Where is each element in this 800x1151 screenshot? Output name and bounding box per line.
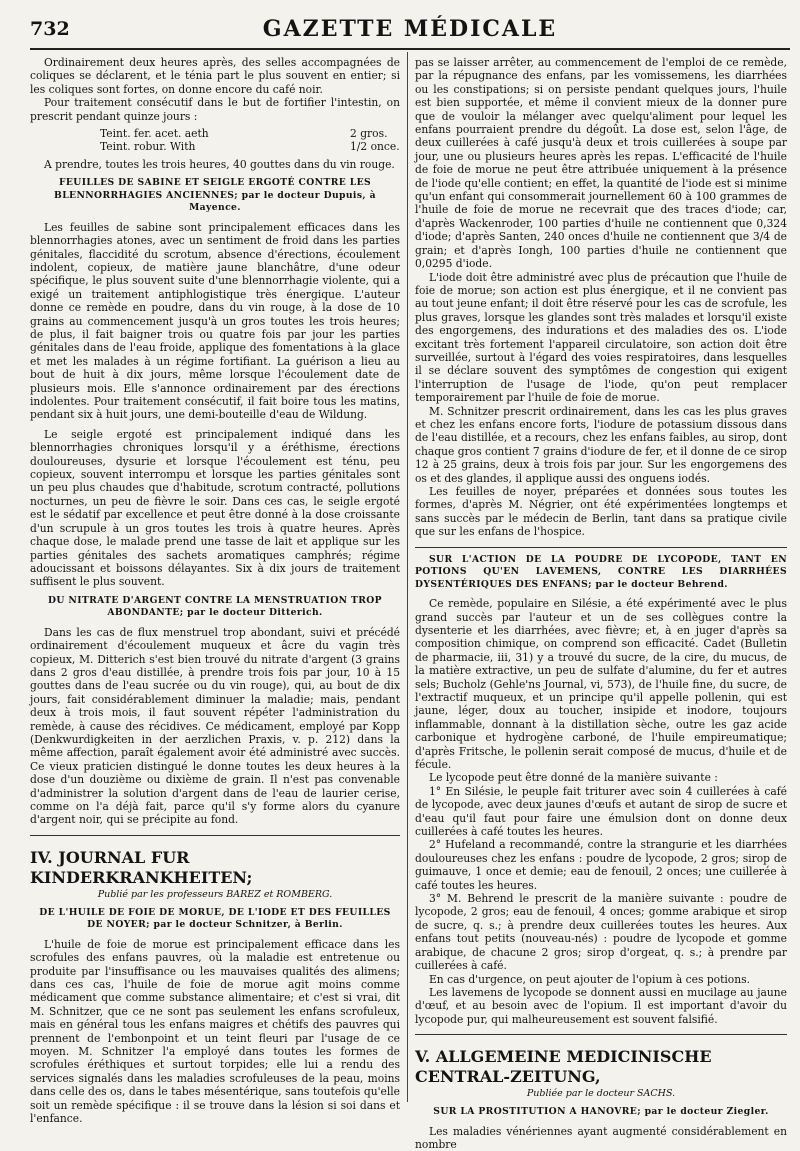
separator-rule: [30, 835, 400, 836]
column-divider: [407, 52, 408, 1102]
paragraph: 3° M. Behrend le prescrit de la manière suivante : poudre de lycopode, 2 gros; eau de fenouil, 4 onces; gomme arabique et sirop de sucre, q. s.; à prendre deux cuillerées toutes les heures. Aux enfans tout petits (nouveau-nés) : poudre de lycopode et gomme arabique, de chacune 2 gros; sirop d'orgeat, q. s.; à prendre par cuillerées à café.: [415, 892, 787, 973]
paragraph: A prendre, toutes les trois heures, 40 gouttes dans du vin rouge.: [44, 157, 395, 171]
paragraph: Le seigle ergoté est principalement indiqué dans les blennorrhagies chroniques lorsqu'il y a éréthisme, érections douloureuses, dysurie et lorsque l'écoulement est ténu, peu copieux, souvent interrompu et lorsque les parties génitales sont un peu plus chaudes que d'habitude, scrotum contracté, pollutions nocturnes, un peu de fièvre le soir. Dans ces cas, le seigle ergoté est le sédatif par excellence et peut être donné à la dose croissante d'un scrupule à un gros toutes les trois à quatre heures. Après chaque dose, le malade prend une tasse de lait et applique sur les parties génitales des sachets aromatiques camphrés; régime adoucissant et boissons délayantes. Six à dix jours de traitement suffisent le plus souvent.: [30, 427, 400, 589]
separator-rule: [415, 547, 787, 548]
prescription: [30, 127, 400, 154]
section-heading: DU NITRATE D'ARGENT CONTRE LA MENSTRUATION TROP ABONDANTE; par le docteur Ditterich.: [48, 594, 382, 619]
paragraph: pas se laisser arrêter, au commencement de l'emploi de ce remède, par la répugnance des enfans, par les vomissemens, les diarrhées ou les constipations; si on persiste pendant quelques jours, l'huile est bien supportée, et même il convient mieux de la donner pure que de vouloir la mélanger avec quelqu'aliment pour lequel les enfans pourraient prendre du dégoût. La dose est, selon l'âge, de deux cuillerées à café jusqu'à deux et trois cuillerées à soupe par jour, une ou plusieurs heures après les repas. L'efficacité de l'huile de foie de morue ne peut être attribuée uniquement à la présence de l'iode qu'elle contient; en effet, la quantité de l'iode est si minime qu'un enfant qui consommerait journellement 60 à 100 grammes de l'huile de foie de morue ne recevrait que des traces d'iode; car, d'après Wackenroder, 100 parties d'huile ne contiennent que 0,324 d'iode; d'après Santen, 240 onces d'huile ne contiennent que 3/4 de grain; et d'après Iongh, 100 parties d'huile ne contiennent que 0,0295 d'iode.: [415, 56, 787, 271]
paragraph: Dans les cas de flux menstruel trop abondant, suivi et précédé ordinairement d'écoulement muqueux et âcre du vagin très copieux, M. Ditterich s'est bien trouvé du nitrate d'argent (3 grains dans 2 gros d'eau distillée, à prendre trois fois par jour, 10 à 15 gouttes dans de l'eau sucrée ou du vin rouge), qui, au bout de dix jours, fait considérablement diminuer la maladie; mais, pendant deux à trois mois, il faut souvent répéter l'administration du remède, à cause des récidives. Ce médicament, employé par Kopp (Denkwurdigkeiten in der aerzlichen Praxis, v. p. 212) dans la même affection, paraît également avoir été administré avec succès. Ce vieux praticien distingué le donne toutes les deux heures à la dose d'un douzième ou dixième de grain. Il n'est pas convenable d'administrer la solution d'argent dans de l'eau de laurier cerise, comme on l'a déjà fait, parce qu'il s'y forme alors du cyanure d'argent noir, qui se précipite au fond.: [30, 625, 400, 827]
left-column: [30, 56, 400, 1126]
paragraph: Pour traitement consécutif dans le but de fortifier l'intestin, on prescrit pendant quinze jours :: [30, 96, 400, 123]
paragraph: Les feuilles de noyer, préparées et données sous toutes les formes, d'après M. Négrier, ont été expérimentées longtemps et sans succès par le médecin de Berlin, tant dans sa pratique civile que sur les enfans de l'hospice.: [415, 485, 787, 539]
paragraph: Les maladies vénériennes ayant augmenté considérablement en nombre: [415, 1124, 787, 1151]
paragraph: 2° Hufeland a recommandé, contre la strangurie et les diarrhées douloureuses chez les enfans : poudre de lycopode, 2 gros; sirop de guimauve, 1 once et demie; eau de fenouil, 2 onces; une cuillerée à café toutes les heures.: [415, 838, 787, 892]
page-number: 732: [30, 18, 70, 40]
separator-rule: [415, 1034, 787, 1035]
paragraph: L'iode doit être administré avec plus de précaution que l'huile de foie de morue; son action est plus énergique, et il ne convient pas au tout jeune enfant; il doit être réservé pour les cas de scrofule, les plus graves, lorsque les glandes sont très malades et lorsqu'il existe des engorgemens, des indurations et des maladies des os. L'iode excitant très fortement l'appareil circulatoire, son action doit être surveillée, surtout à l'égard des voies respiratoires, dans lesquelles il se déclare souvent des symptômes de congestion qui exigent l'interruption de l'usage de l'iode, qu'on peut remplacer temporairement par l'huile de foie de morue.: [415, 270, 787, 405]
paragraph: L'huile de foie de morue est principalement efficace dans les scrofules des enfans pauvres, où la maladie est entretenue ou produite par l'insuffisance ou les mauvaises qualités des alimens; dans ces cas, l'huile de foie de morue agit moins comme médicament que comme substance alimentaire; et c'est si vrai, dit M. Schnitzer, que ce ne sont pas seulement les enfans scrofuleux, mais en général tous les enfans maigres et chétifs des pauvres qui prennent de l'embonpoint et un teint fleuri par l'usage de ce moyen. M. Schnitzer l'a employé dans toutes les formes de scrofules éréthiques et surtout torpides; elle lui a rendu des services signalés dans les maladies scrofuleuses de la peau, moins dans celle des os, dans le tabes mésentérique, sans toutefois qu'elle soit un remède spécifique : il se trouve dans la lésion si soi dans et l'enfance.: [30, 937, 400, 1126]
section-heading: FEUILLES DE SABINE ET SEIGLE ERGOTÉ CONTRE LES BLENNORRHAGIES ANCIENNES; par le docteur Dupuis, à Mayence.: [54, 177, 376, 214]
paragraph: En cas d'urgence, on peut ajouter de l'opium à ces potions.: [429, 972, 751, 986]
paragraph: Les feuilles de sabine sont principalement efficaces dans les blennorrhagies atones, avec un sentiment de froid dans les parties génitales, flaccidité du scrotum, absence d'érections, écoulement indolent, copieux, de matière jaune blanchâtre, d'une odeur spécifique, le plus souvent suite d'une blennorrhagie violente, qui a exigé un traitement antiphlogistique très énergique. L'auteur donne ce remède en poudre, dans du vin rouge, à la dose de 10 grains au commencement jusqu'à un gros toutes les trois heures; de plus, il fait baigner trois ou quatre fois par jour les parties génitales dans de l'eau froide, applique des fomentations à la glace et met les malades à un régime fortifiant. La guérison a lieu au bout de huit à dix jours, même lorsque l'écoulement date de plusieurs mois. Elle s'annonce ordinairement par des érections indolentes. Pour traitement consécutif, il fait boire tous les matins, pendant six à huit jours, une demi-bouteille d'eau de Wildung.: [30, 220, 400, 422]
journal-heading: V. ALLGEMEINE MEDICINISCHE CENTRAL-ZEITUNG,: [415, 1047, 712, 1087]
paragraph: Le lycopode peut être donné de la manière suivante :: [429, 771, 718, 785]
paragraph: Les lavemens de lycopode se donnent aussi en mucilage au jaune d'œuf, et au besoin avec de l'opium. Il est important d'avoir du lycopode pur, qui malheureusement est souvent falsifié.: [415, 985, 787, 1026]
paragraph: M. Schnitzer prescrit ordinairement, dans les cas les plus graves et chez les enfans encore forts, l'iodure de potassium dissous dans de l'eau distillée, et a recours, chez les enfans faibles, au sirop, dont chaque gros contient 7 grains d'iodure de fer, et il donne de ce sirop 12 à 25 grains, deux à trois fois par jour. Sur les engorgemens des os et des glandes, il applique aussi des onguens iodés.: [415, 404, 787, 485]
journal-heading: IV. JOURNAL FUR KINDERKRANKHEITEN;: [30, 847, 253, 887]
section-heading: SUR LA PROSTITUTION A HANOVRE; par le docteur Ziegler.: [433, 1106, 769, 1118]
section-heading: DE L'HUILE DE FOIE DE MORUE, DE L'IODE ET DES FEUILLES DE NOYER; par le docteur Schnitzer, à Berlin.: [39, 906, 391, 931]
recipe-dose: 2 gros.: [350, 127, 388, 141]
paragraph: Ce remède, populaire en Silésie, a été expérimenté avec le plus grand succès par l'auteur et un de ses collègues contre la dysenterie et les diarrhées, avec fièvre; et, à en juger d'après sa composition chimique, on comprend son efficacité. Cadet (Bulletin de pharmacie, iii, 31) y a trouvé du sucre, de la cire, du mucus, de la matière extractive, un peu de sulfate d'alumine, du fer et autres sels; Bucholz (Gehle'ns Journal, vi, 573), de l'huile fine, du sucre, de l'extractif muqueux, et un principe qu'il appelle pollenin, qui est jaune, léger, doux au toucher, insipide et inodore, toujours inflammable, donnant à la distillation sèche, outre les gaz acide carbonique et hydrogène carboné, de l'huile empireumatique; d'après Fritsche, le pollenin serait composé de mucus, d'huile et de fécule.: [415, 597, 787, 771]
recipe-dose: 1/2 once.: [350, 140, 400, 154]
page-header: [30, 14, 790, 50]
right-column: [415, 56, 787, 1151]
paragraph: 1° En Silésie, le peuple fait triturer avec soin 4 cuillerées à café de lycopode, avec deux jaunes d'œufs et autant de sirop de sucre et d'eau qu'il faut pour faire une émulsion dont on donne deux cuillerées à café toutes les heures.: [415, 784, 787, 839]
paragraph: Ordinairement deux heures après, des selles accompagnées de coliques se déclarent, et le ténia part le plus souvent en entier; si les coliques sont fortes, on donne encore du café noir.: [30, 56, 400, 96]
journal-title: GAZETTE MÉDICALE: [262, 16, 558, 42]
section-heading: SUR L'ACTION DE LA POUDRE DE LYCOPODE, TANT EN POTIONS QU'EN LAVEMENS, CONTRE LES DIARRHÉES DYSENTÉRIQUES DES ENFANS; par le docteur Behrend.: [415, 553, 787, 590]
recipe-item: Teint. fer. acet. aeth: [100, 127, 209, 141]
recipe-item: Teint. robur. With: [100, 140, 196, 154]
journal-editors: Publiée par le docteur SACHS.: [526, 1088, 676, 1100]
journal-editors: Publié par les professeurs BAREZ et ROMBERG.: [97, 888, 333, 900]
